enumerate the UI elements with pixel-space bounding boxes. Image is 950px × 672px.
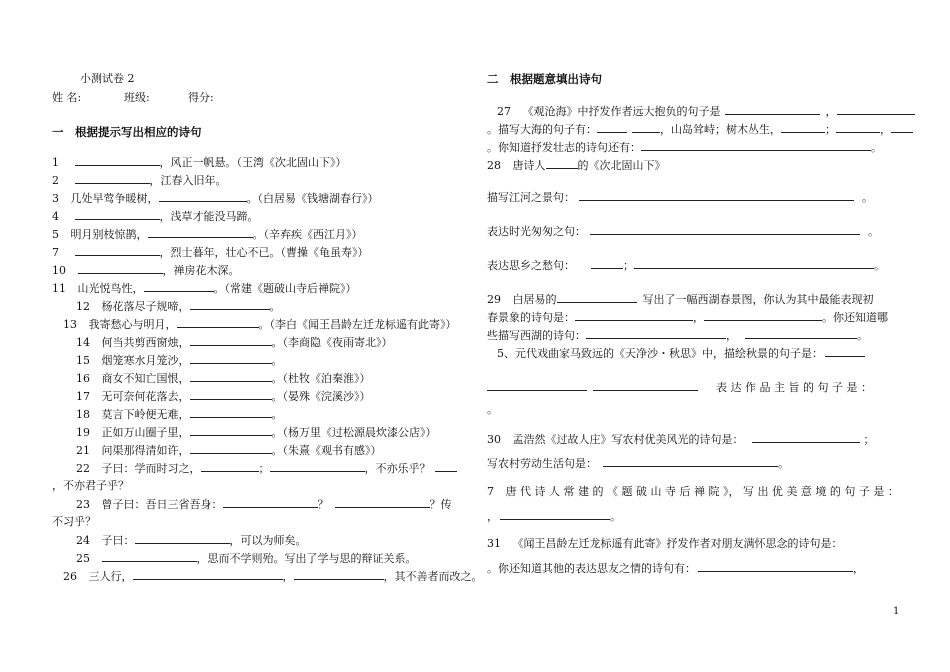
answer-blank[interactable]	[597, 122, 627, 133]
answer-blank[interactable]	[190, 425, 272, 436]
answer-blank[interactable]	[133, 569, 283, 580]
answer-blank[interactable]	[704, 310, 822, 321]
question-27-line3: 。你知道抒发壮志的诗句还有： 。	[487, 141, 882, 154]
question-28-river: 描写江河之景句： 。	[487, 191, 873, 204]
question-12: 12 杨花落尽子规啼， 。	[76, 300, 281, 313]
question-30-line2: 写农村劳动生活句是： 。	[487, 457, 789, 470]
answer-blank[interactable]	[825, 346, 865, 357]
question-28-home: 表达思乡之愁句： ； 。	[487, 259, 885, 272]
answer-blank[interactable]	[745, 328, 857, 339]
answer-blank[interactable]	[575, 310, 693, 321]
answer-blank[interactable]	[435, 461, 457, 472]
answer-blank[interactable]	[487, 380, 587, 391]
answer-blank[interactable]	[641, 140, 871, 151]
answer-blank[interactable]	[591, 258, 623, 269]
question-29-line3: 些描写西湖的诗句： ， 。	[487, 329, 868, 342]
answer-blank[interactable]	[891, 122, 913, 133]
answer-blank[interactable]	[190, 389, 272, 400]
answer-blank[interactable]	[270, 461, 365, 472]
answer-blank[interactable]	[500, 509, 610, 520]
test-title: 小测试卷 2	[80, 72, 135, 85]
question-23: 23 曾子曰：吾日三省吾身： ？ ？传	[76, 498, 452, 511]
question-17: 17 无可奈何花落去， 。（晏殊《浣溪沙》）	[76, 390, 371, 403]
question-31-line2: 。你还知道其他的表达思友之情的诗句有： ，	[487, 562, 864, 575]
answer-blank[interactable]	[75, 209, 160, 220]
answer-blank[interactable]	[632, 122, 660, 133]
answer-blank[interactable]	[546, 158, 578, 169]
name-label: 姓 名:	[52, 91, 82, 104]
answer-blank[interactable]	[75, 155, 160, 166]
answer-blank[interactable]	[593, 380, 698, 391]
question-31: 31 《闻王昌龄左迁龙标遥有此寄》抒发作者对朋友满怀思念的诗句是：	[487, 537, 843, 550]
answer-blank[interactable]	[190, 299, 270, 310]
question-26: 26 三人行， ， ，其不善者而改之。	[63, 570, 483, 583]
question-15: 15 烟笼寒水月笼沙， 。	[76, 354, 283, 367]
question-30: 30 孟浩然《过故人庄》写农村优美风光的诗句是： ；	[487, 433, 875, 446]
section1-heading: 一 根据提示写出相应的诗句	[52, 125, 202, 139]
answer-blank[interactable]	[190, 335, 272, 346]
question-24: 24 子曰： ，可以为师矣。	[76, 534, 307, 547]
answer-blank[interactable]	[603, 456, 778, 467]
answer-blank[interactable]	[586, 328, 726, 339]
answer-blank[interactable]	[294, 569, 384, 580]
answer-blank[interactable]	[725, 104, 820, 115]
question-14: 14 何当共剪西窗烛， 。（李商隐《夜雨寄北》）	[76, 336, 393, 349]
question-18: 18 莫言下岭便无难， 。	[76, 408, 283, 421]
question-1: 1 ，风正一帆悬。（王湾《次北固山下》）	[52, 156, 347, 169]
question-21: 21 问渠那得清如许， 。（朱熹《观书有感》）	[76, 444, 382, 457]
answer-blank[interactable]	[190, 353, 272, 364]
answer-blank[interactable]	[144, 281, 214, 292]
question-11: 11 山光悦鸟性， 。（常建《题破山寺后禅院》）	[52, 282, 357, 295]
answer-blank[interactable]	[836, 122, 880, 133]
answer-blank[interactable]	[78, 263, 163, 274]
question-29-line2: 春景象的诗句是： ， 。你还知道哪	[487, 311, 888, 324]
question-16: 16 商女不知亡国恨， 。（杜牧《泊秦淮》）	[76, 372, 371, 385]
question-5-theme: 表 达 作 品 主 旨 的 句 子 是 ：	[487, 380, 872, 395]
answer-blank[interactable]	[837, 104, 915, 115]
question-25: 25 ，思而不学则殆。写出了学与思的辩证关系。	[76, 552, 417, 565]
question-29: 29 白居易的 写出了一幅西湖春景图，你认为其中最能表现初	[487, 293, 874, 306]
question-13: 13 我寄愁心与明月， 。（李白《闻王昌龄左迁龙标遥有此寄》）	[63, 318, 457, 331]
question-27: 27 《观沧海》中抒发作者远大抱负的句子是 ，	[497, 104, 915, 119]
question-10: 10 ，禅房花木深。	[52, 264, 240, 277]
question-22: 22 子曰：学而时习之， ； ，不亦乐乎？	[76, 461, 457, 476]
answer-blank[interactable]	[148, 227, 253, 238]
answer-blank[interactable]	[752, 432, 860, 443]
answer-blank[interactable]	[335, 497, 430, 508]
question-5: 5 明月别枝惊鹊， 。（辛弃疾《西江月》）	[52, 228, 363, 241]
answer-blank[interactable]	[557, 292, 637, 303]
answer-blank[interactable]	[698, 561, 853, 572]
question-7-temple: 7 唐 代 诗 人 常 建 的 《 题 破 山 寺 后 禅 院 》， 写 出 优 美 意 境 的 句 子 是 ：	[487, 485, 899, 498]
question-28-time: 表达时光匆匆之句： 。	[487, 225, 879, 238]
question-27-line2: 。描写大海的句子有： ，山岛耸峙；树木丛生， ； ，	[487, 122, 913, 137]
answer-blank[interactable]	[190, 371, 272, 382]
answer-blank[interactable]	[190, 407, 272, 418]
answer-blank[interactable]	[190, 443, 272, 454]
question-7-blanks: ， 。	[487, 510, 621, 523]
question-28: 28 唐诗人 的《次北固山下》	[487, 159, 666, 172]
question-19: 19 正如万山圈子里， 。（杨万里《过松源晨炊漆公店》）	[76, 426, 437, 439]
score-label: 得分:	[188, 91, 214, 104]
answer-blank[interactable]	[135, 533, 230, 544]
answer-blank[interactable]	[75, 173, 150, 184]
question-22-cont: ，不亦君子乎？	[52, 479, 129, 492]
answer-blank[interactable]	[102, 551, 197, 562]
answer-blank[interactable]	[75, 245, 160, 256]
answer-blank[interactable]	[634, 258, 874, 269]
answer-blank[interactable]	[159, 191, 247, 202]
question-3: 3 几处早莺争暖树， 。（白居易《钱塘湖春行》）	[52, 192, 379, 205]
question-23-cont: 不习乎？	[52, 515, 96, 528]
answer-blank[interactable]	[590, 224, 860, 235]
section2-heading: 二 根据题意填出诗句	[487, 72, 602, 86]
answer-blank[interactable]	[223, 497, 318, 508]
question-2: 2 ，江春入旧年。	[52, 174, 227, 187]
answer-blank[interactable]	[579, 190, 854, 201]
answer-blank[interactable]	[177, 317, 259, 328]
class-label: 班级:	[124, 91, 150, 104]
question-7: 7 ，烈士暮年，壮心不已。（曹操《龟虽寿》）	[52, 246, 369, 259]
question-5-autumn: 5、元代戏曲家马致远的《天净沙・秋思》中，描绘秋景的句子是：	[497, 346, 865, 361]
page-number: 1	[893, 606, 900, 617]
question-4: 4 ，浅草才能没马蹄。	[52, 210, 259, 223]
answer-blank[interactable]	[201, 461, 259, 472]
question-5-end: 。	[487, 403, 498, 416]
answer-blank[interactable]	[781, 122, 825, 133]
